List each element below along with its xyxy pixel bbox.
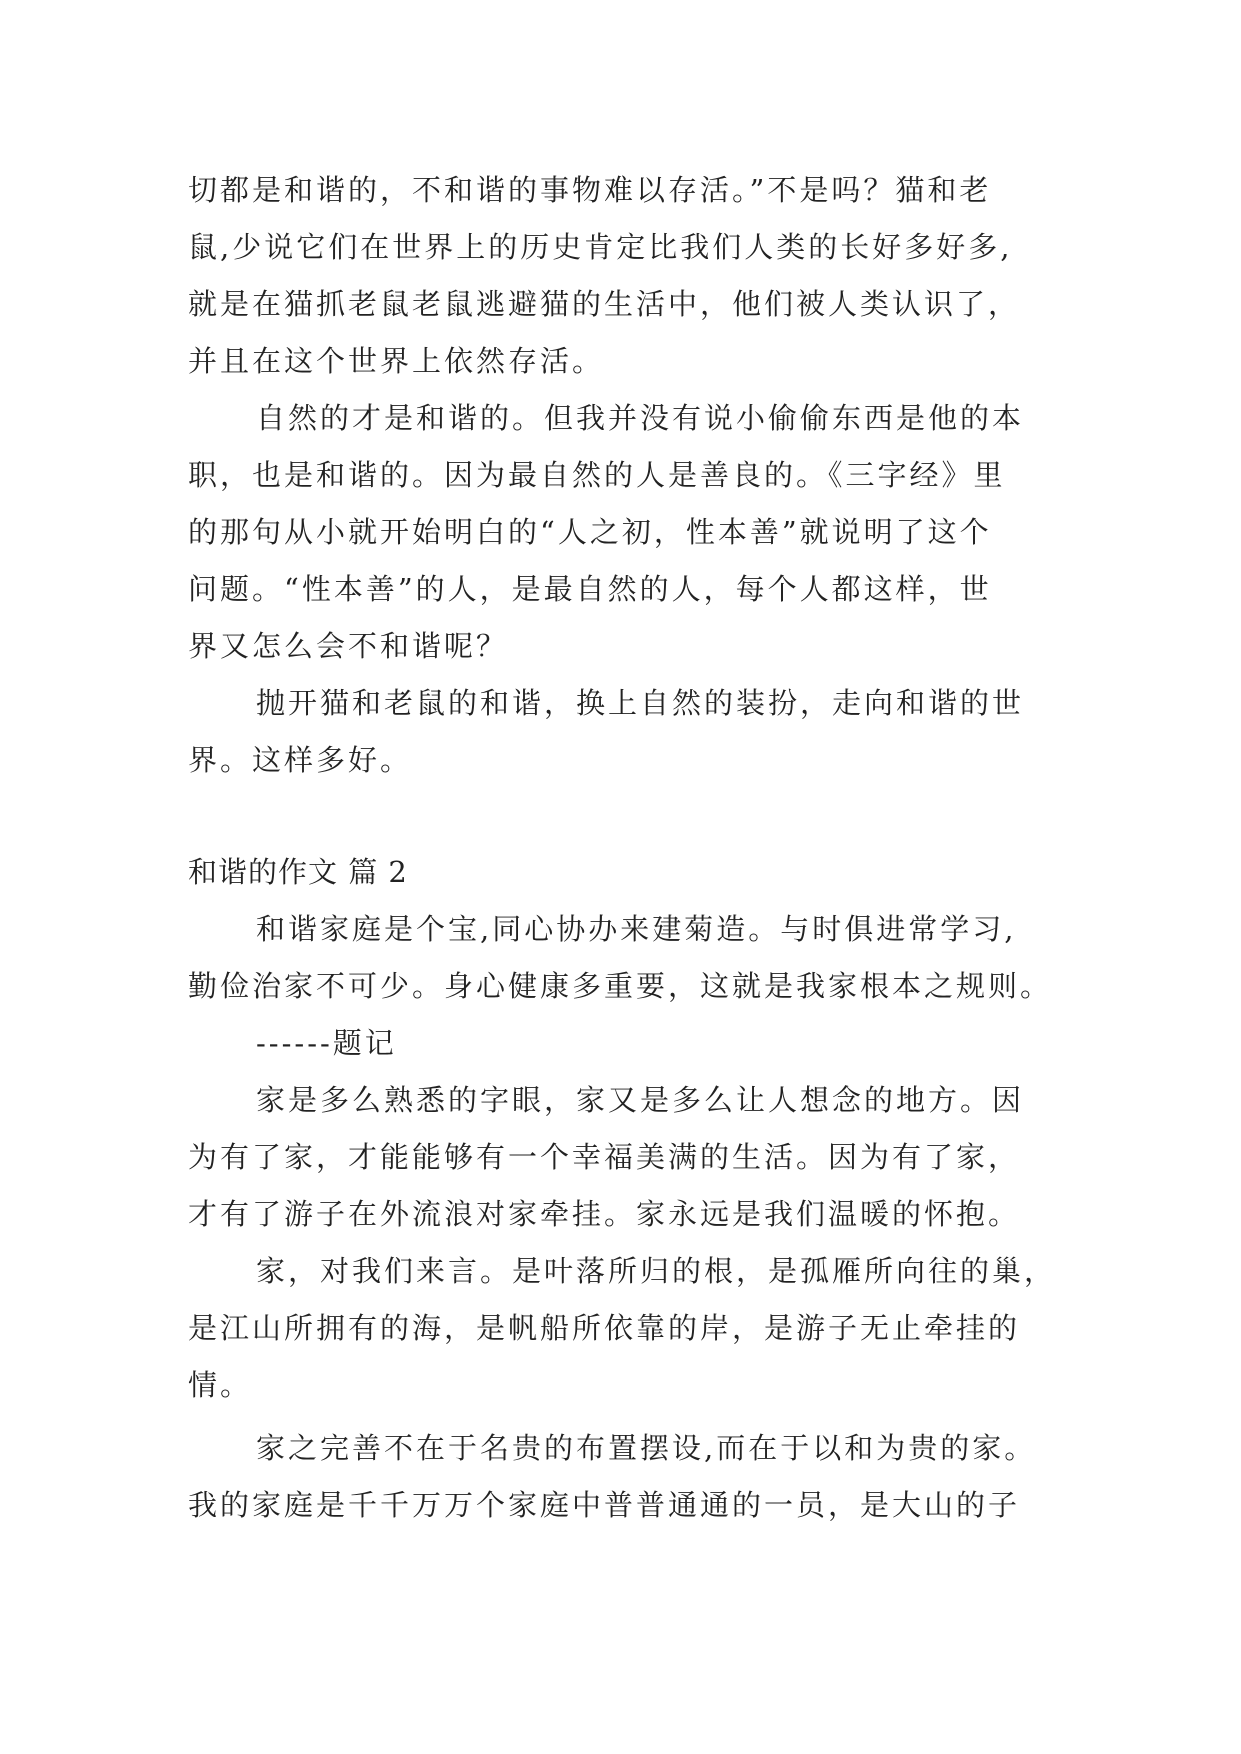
epigraph-signature: ------题记 (256, 1026, 397, 1060)
text-line: 我的家庭是千千万万个家庭中普普通通的一员，是大山的子 (188, 1488, 1021, 1522)
text-line: 鼠,少说它们在世界上的历史肯定比我们人类的长好多好多, (188, 230, 1013, 264)
text-line: 和谐家庭是个宝,同心协办来建菊造。与时俱进常学习, (256, 912, 1017, 946)
text-line: 家之完善不在于名贵的布置摆设,而在于以和为贵的家。 (256, 1431, 1037, 1465)
text-line: 界。这样多好。 (188, 743, 413, 777)
text-line: 才有了游子在外流浪对家牵挂。家永远是我们温暖的怀抱。 (188, 1197, 1021, 1231)
text-line: 是江山所拥有的海，是帆船所依靠的岸，是游子无止牵挂的 (188, 1311, 1021, 1345)
text-line: 就是在猫抓老鼠老鼠逃避猫的生活中，他们被人类认识了， (188, 287, 1021, 321)
text-line: 职，也是和谐的。因为最自然的人是善良的。《三字经》里 (188, 458, 1006, 492)
text-line: 勤俭治家不可少。身心健康多重要，这就是我家根本之规则。 (188, 969, 1053, 1003)
text-line: 并且在这个世界上依然存活。 (188, 344, 605, 378)
text-line: 的那句从小就开始明白的“人之初，性本善”就说明了这个 (188, 515, 992, 549)
document-body (188, 162, 1088, 1534)
text-line: 情。 (188, 1368, 253, 1402)
text-line: 抛开猫和老鼠的和谐，换上自然的装扮，走向和谐的世 (256, 686, 1025, 720)
text-line: 界又怎么会不和谐呢？ (188, 629, 509, 663)
text-line: 问题。“性本善”的人，是最自然的人，每个人都这样，世 (188, 572, 992, 606)
section-heading: 和谐的作文 篇 2 (188, 855, 408, 889)
text-line: 自然的才是和谐的。但我并没有说小偷偷东西是他的本 (256, 401, 1025, 435)
text-line: 为有了家，才能能够有一个幸福美满的生活。因为有了家， (188, 1140, 1021, 1174)
text-line: 家是多么熟悉的字眼，家又是多么让人想念的地方。因 (256, 1083, 1025, 1117)
text-line: 切都是和谐的，不和谐的事物难以存活。”不是吗？猫和老 (188, 173, 992, 207)
text-line: 家，对我们来言。是叶落所归的根，是孤雁所向往的巢， (256, 1254, 1057, 1288)
